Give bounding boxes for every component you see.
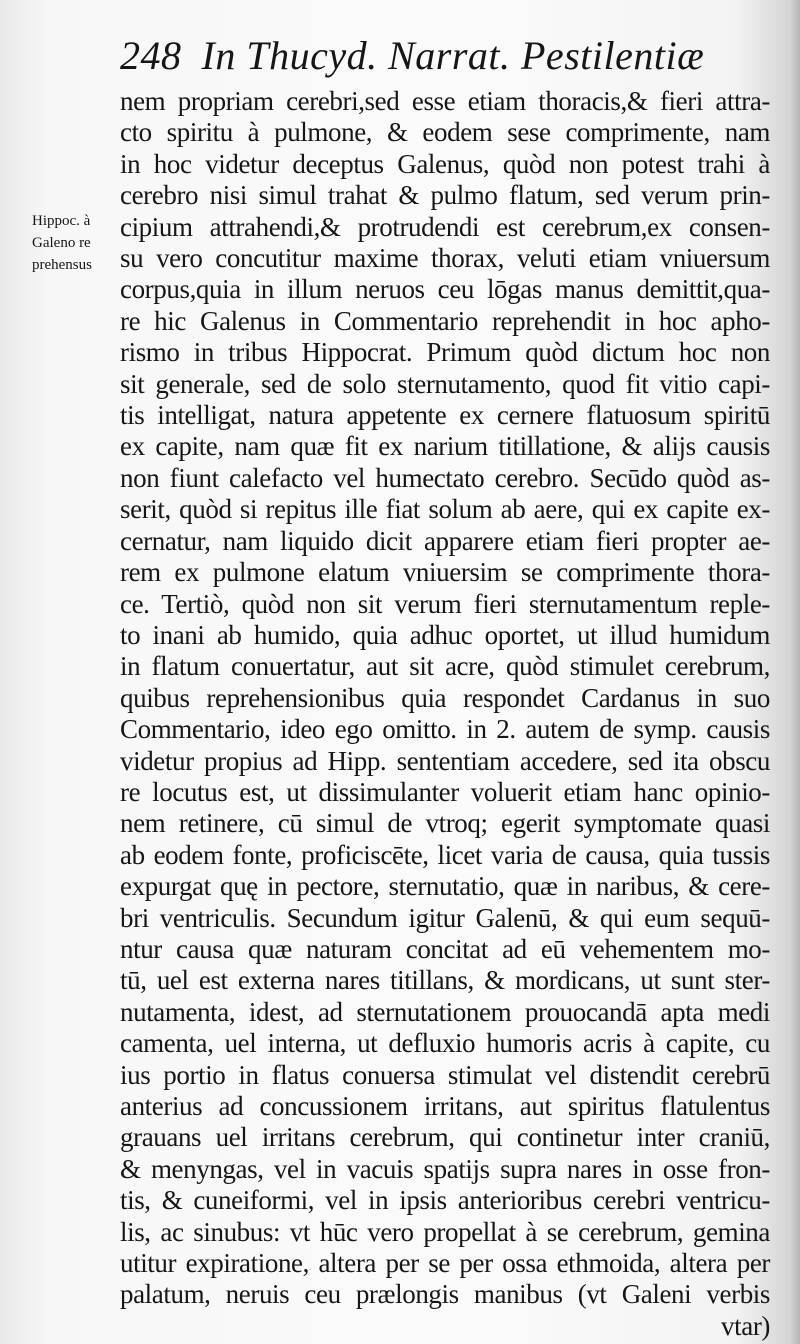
- page-number: 248: [120, 33, 182, 78]
- text-line: videtur propius ad Hipp. sententiam accedere, sed ita obscu: [120, 745, 770, 776]
- text-line: cernatur, nam liquido dicit apparere etiam fieri propter ae-: [120, 525, 770, 556]
- text-line: quibus reprehensionibus quia respondet Cardanus in suo: [120, 682, 770, 713]
- text-line: ex capite, nam quæ fit ex narium titillatione, & alijs causis: [120, 431, 770, 462]
- text-line: in flatum conuertatur, aut sit acre, quòd stimulet cerebrum,: [120, 651, 770, 682]
- marginal-note: [32, 210, 127, 276]
- text-line: re hic Galenus in Commentario reprehendit in hoc apho-: [120, 305, 770, 336]
- text-line: re locutus est, ut dissimulanter voluerit etiam hanc opinio-: [120, 776, 770, 807]
- marginal-note-line: Galeno re: [32, 235, 91, 251]
- marginal-note-line: Hippoc. à: [32, 213, 91, 229]
- text-line: ntur causa quæ naturam concitat ad eū vehementem mo-: [120, 933, 770, 964]
- text-line: cerebro nisi simul trahat & pulmo flatum, sed verum prin-: [120, 180, 770, 211]
- text-line: rem ex pulmone elatum vniuersim se comprimente thora-: [120, 557, 770, 588]
- text-line: expurgat quę in pectore, sternutatio, quæ in naribus, & cere-: [120, 871, 770, 902]
- text-line: rismo in tribus Hippocrat. Primum quòd dictum hoc non: [120, 337, 770, 368]
- text-line: tis, & cuneiformi, vel in ipsis anterioribus cerebri ventricu-: [120, 1185, 770, 1216]
- text-line: cto spiritu à pulmone, & eodem sese comprimente, nam: [120, 117, 770, 148]
- text-line: to inani ab humido, quia adhuc oportet, ut illud humidum: [120, 619, 770, 650]
- text-line: bri ventriculis. Secundum igitur Galenū, & qui eum sequū-: [120, 902, 770, 933]
- text-line: non fiunt calefacto vel humectato cerebro. Secūdo quòd as-: [120, 462, 770, 493]
- text-line: utitur expiratione, altera per se per ossa ethmoida, altera per: [120, 1248, 770, 1279]
- text-line: tis intelligat, natura appetente ex cernere flatuosum spiritū: [120, 400, 770, 431]
- main-text-block: [120, 86, 770, 1342]
- text-line: sit generale, sed de solo sternutamento, quod fit vitio capi-: [120, 368, 770, 399]
- text-line: tū, uel est externa nares titillans, & mordicans, ut sunt ster-: [120, 965, 770, 996]
- text-line: ab eodem fonte, proficiscēte, licet varia de causa, quia tussis: [120, 839, 770, 870]
- text-line: & menyngas, vel in vacuis spatijs supra nares in osse fron-: [120, 1153, 770, 1184]
- text-line: camenta, uel interna, ut defluxio humoris acris à capite, cu: [120, 1028, 770, 1059]
- text-line: grauans uel irritans cerebrum, qui continetur inter craniū,: [120, 1122, 770, 1153]
- running-title: In Thucyd. Narrat. Pestilentiæ: [201, 33, 705, 78]
- text-line: nem propriam cerebri,sed esse etiam thoracis,& fieri attra-: [120, 86, 770, 116]
- text-line: vtar): [721, 1310, 770, 1341]
- text-line: cipium attrahendi,& protrudendi est cerebrum,ex consen-: [120, 211, 770, 242]
- text-line: nem retinere, cū simul de vtroq; egerit symptomate quasi: [120, 808, 770, 839]
- text-line: nutamenta, idest, ad sternutationem prouocandā apta medi: [120, 996, 770, 1027]
- page-edge-shadow: [790, 0, 800, 1344]
- text-line: su vero concutitur maxime thorax, veluti etiam vniuersum: [120, 243, 770, 274]
- text-line: corpus,quia in illum neruos ceu lōgas manus demittit,qua-: [120, 274, 770, 305]
- text-line: serit, quòd si repitus ille fiat solum ab aere, qui ex capite ex-: [120, 494, 770, 525]
- text-line: ius portio in flatus conuersa stimulat vel distendit cerebrū: [120, 1059, 770, 1090]
- marginal-note-line: prehensus: [32, 257, 92, 273]
- text-line: lis, ac sinubus: vt hūc vero propellat à se cerebrum, gemina: [120, 1216, 770, 1247]
- running-header: [120, 32, 720, 88]
- text-line: anterius ad concussionem irritans, aut spiritus flatulentus: [120, 1091, 770, 1121]
- text-line: Commentario, ideo ego omitto. in 2. autem de symp. causis: [120, 714, 770, 745]
- text-line: palatum, neruis ceu prælongis manibus (vt Galeni verbis: [120, 1279, 770, 1310]
- text-line: ce. Tertiò, quòd non sit verum fieri sternutamentum reple-: [120, 588, 770, 619]
- text-line: in hoc videtur deceptus Galenus, quòd non potest trahi à: [120, 148, 770, 179]
